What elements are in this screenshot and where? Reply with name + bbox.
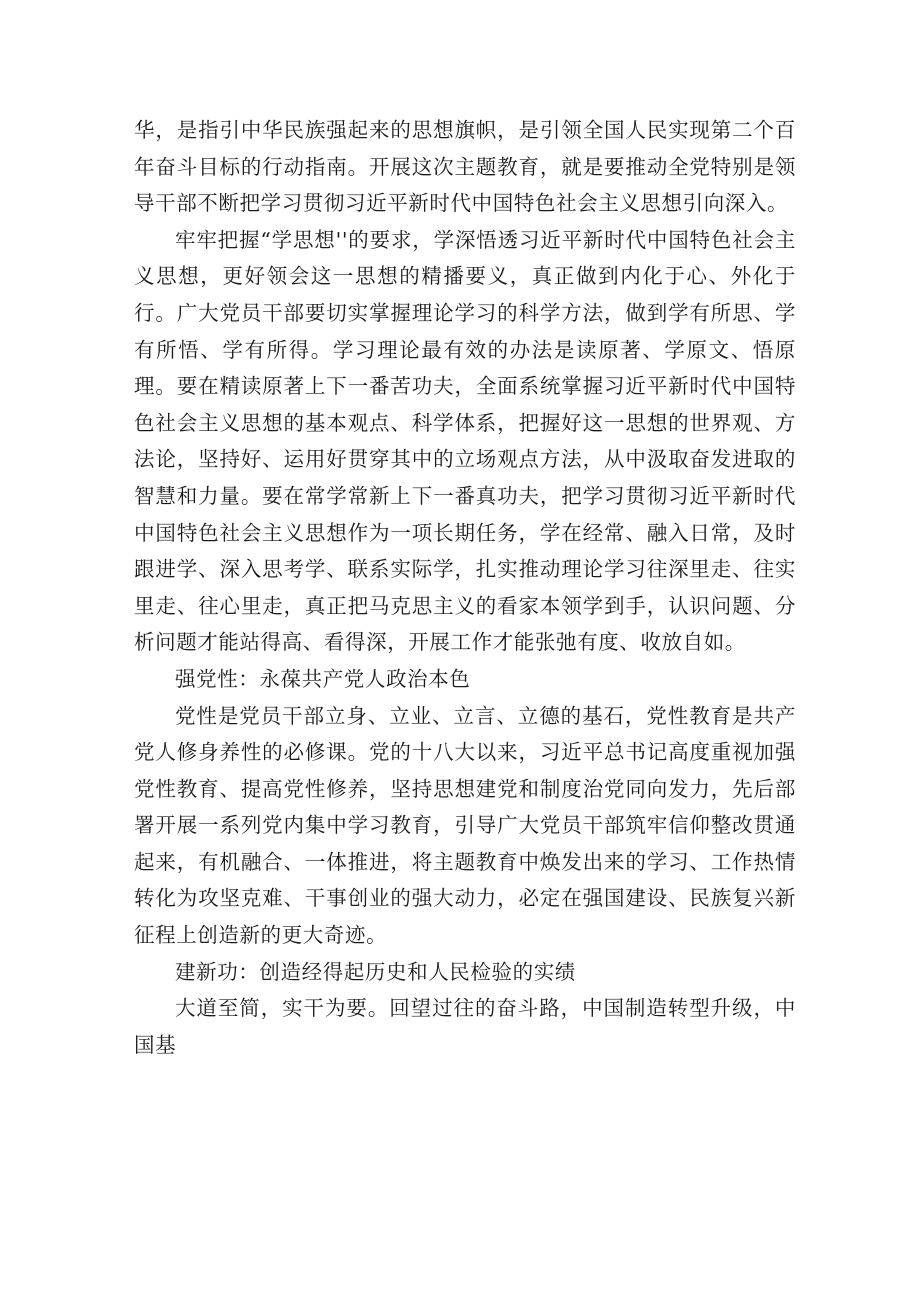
paragraph-study-thought: 牢牢把握“学思想''的要求，学深悟透习近平新时代中国特色社会主义思想，更好领会这一思想的精播要义，真正做到内化于心、外化于行。广大党员干部要切实掌握理论学习的科学方法，做到学有所思、学有所悟、学有所得。学习理论最有效的办法是读原著、学原文、悟原理。要在精读原著上下一番苦功夫，全面系统掌握习近平新时代中国特色社会主义思想的基本观点、科学体系，把握好这一思想的世界观、方法论，坚持好、运用好贯穿其中的立场观点方法，从中汲取奋发进取的智慧和力量。要在常学常新上下一番真功夫，把学习贯彻习近平新时代中国特色社会主义思想作为一项长期任务，学在经常、融入日常，及时跟进学、深入思考学、联系实际学，扎实推动理论学习往深里走、往实里走、往心里走，真正把马克思主义的看家本领学到手，认识问题、分析问题才能站得高、看得深，开展工作才能张弛有度、收放自如。 [134,227,796,655]
paragraph-practical-work: 大道至简，实干为要。回望过往的奋斗路，中国制造转型升级，中国基 [134,996,796,1057]
document-body [134,112,796,1063]
section-heading-party-spirit: 强党性：永葆共产党人政治本色 [175,666,471,691]
paragraph-continuation: 华，是指引中华民族强起来的思想旗帜，是引领全国人民实现第二个百年奋斗目标的行动指南。开展这次主题教育，就是要推动全党特别是领导干部不断把学习贯彻习近平新时代中国特色社会主义思想引向深入。 [134,118,796,216]
paragraph-party-spirit: 党性是党员干部立身、立业、立言、立德的基石，党性教育是共产党人修身养性的必修课。党的十八大以来，习近平总书记高度重视加强党性教育、提高党性修养，坚持思想建党和制度治党同向发力，先后部署开展一系列党内集中学习教育，引导广大党员干部筑牢信仰整改贯通起来，有机融合、一体推进，将主题教育中焕发出来的学习、工作热情转化为攻坚克难、干事创业的强大动力，必定在强国建设、民族复兴新征程上创造新的更大奇迹。 [134,703,796,948]
section-heading-new-achievements: 建新功：创造经得起历史和人民检验的实绩 [175,959,576,984]
